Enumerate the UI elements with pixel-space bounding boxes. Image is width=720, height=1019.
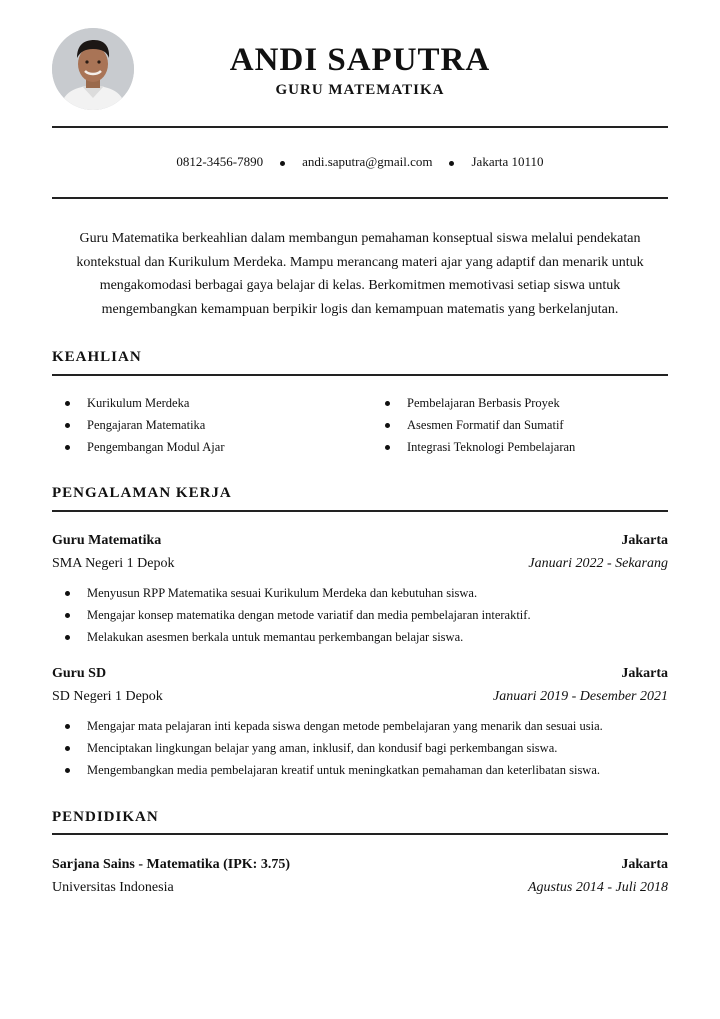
job-duty: Melakukan asesmen berkala untuk memantau perkembangan belajar siswa. [52,628,668,650]
job-location: Jakarta [621,666,668,681]
education-degree: Sarjana Sains - Matematika (IPK: 3.75) [52,857,290,872]
job-date: Januari 2022 - Sekarang [528,556,668,571]
job-location: Jakarta [621,533,668,548]
skills-left-column [52,394,224,460]
skill-item: Pengembangan Modul Ajar [52,438,224,460]
job-duty: Menyusun RPP Matematika sesuai Kurikulum Merdeka dan kebutuhan siswa. [52,584,668,606]
job-title: Guru Matematika [52,533,162,548]
skill-item: Pengajaran Matematika [52,416,224,438]
job-date: Januari 2019 - Desember 2021 [493,689,668,704]
job-entry [52,533,668,650]
education-location: Jakarta [621,857,668,872]
job-title: Guru SD [52,666,107,681]
professional-summary: Guru Matematika berkeahlian dalam membangun pemahaman konseptual siswa melalui pendekatan kontekstual dan Kurikulum Merdeka. Mampu merancang materi ajar yang adaptif dan menarik untuk mengakomodasi berbagai gaya belajar di kelas. Berkomitmen memotivasi setiap siswa untuk mengembangkan kemampuan berpikir logis dan kemampuan matematis yang berkelanjutan. [76,231,644,317]
skill-item: Kurikulum Merdeka [52,394,224,416]
contact-divider [52,197,668,199]
job-organization: SMA Negeri 1 Depok [52,556,175,571]
contact-phone: 0812-3456-7890 [176,154,264,169]
candidate-role: GURU MATEMATIKA [275,82,445,98]
skill-item: Integrasi Teknologi Pembelajaran [372,438,575,460]
education-entry [52,857,668,903]
skills-divider [52,374,668,376]
separator-dot [280,161,285,166]
job-duties [52,717,668,783]
job-duty: Menciptakan lingkungan belajar yang aman, inklusif, dan kondusif bagi perkembangan siswa. [52,739,668,761]
section-title-experience: PENGALAMAN KERJA [52,485,232,501]
contact-line [0,154,720,170]
section-title-education: PENDIDIKAN [52,809,159,825]
experience-divider [52,510,668,512]
section-title-skills: KEAHLIAN [52,349,142,365]
header-divider [52,126,668,128]
job-organization: SD Negeri 1 Depok [52,689,163,704]
job-entry [52,666,668,783]
education-school: Universitas Indonesia [52,880,174,895]
contact-email: andi.saputra@gmail.com [302,154,433,169]
contact-location: Jakarta 10110 [471,154,544,169]
education-divider [52,833,668,835]
education-date: Agustus 2014 - Juli 2018 [528,880,668,895]
skill-item: Asesmen Formatif dan Sumatif [372,416,575,438]
job-duty: Mengembangkan media pembelajaran kreatif untuk meningkatkan pemahaman dan keterlibatan siswa. [52,761,668,783]
separator-dot [449,161,454,166]
job-duties [52,584,668,650]
candidate-name: ANDI SAPUTRA [229,42,491,78]
skills-right-column [372,394,575,460]
skill-item: Pembelajaran Berbasis Proyek [372,394,575,416]
job-duty: Mengajar mata pelajaran inti kepada siswa dengan metode pembelajaran yang menarik dan sesuai usia. [52,717,668,739]
job-duty: Mengajar konsep matematika dengan metode variatif dan media pembelajaran interaktif. [52,606,668,628]
